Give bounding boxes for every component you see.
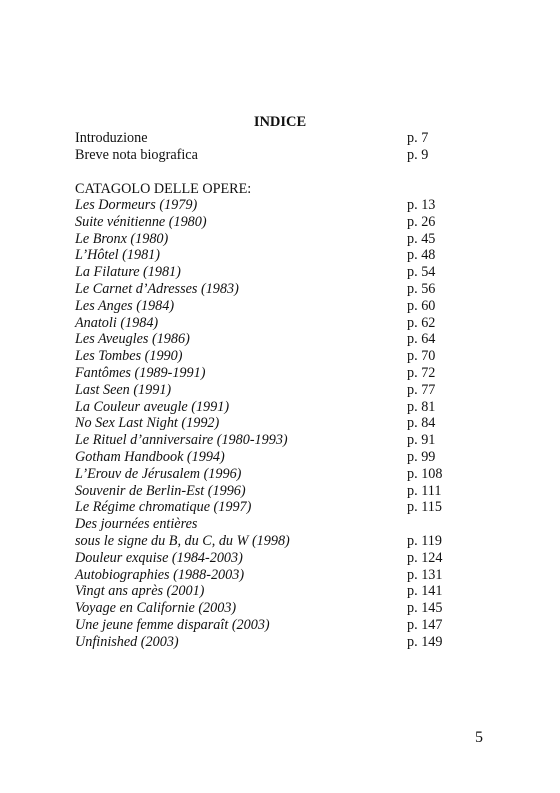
toc-entry-page: p. 119 — [407, 533, 442, 549]
toc-entry-label: Le Carnet d’Adresses (1983) — [75, 281, 239, 297]
toc-entry — [75, 197, 475, 214]
toc-entry-label: Les Anges (1984) — [75, 297, 175, 314]
toc-entry — [75, 365, 475, 382]
toc-entry — [75, 315, 475, 332]
toc-entry-page: p. 70 — [407, 348, 436, 365]
toc-entry — [75, 231, 475, 248]
toc-entry — [75, 348, 475, 365]
toc-entry — [75, 382, 475, 399]
toc-entry-page: p. 56 — [407, 281, 436, 297]
toc-entry-label: Les Tombes (1990) — [75, 348, 183, 365]
page-title: INDICE — [253, 114, 307, 130]
toc-entry-page: p. 108 — [407, 465, 443, 482]
toc-entry-label: La Couleur aveugle (1991) — [75, 398, 230, 415]
toc-entry — [75, 550, 475, 567]
toc-entry — [75, 147, 475, 164]
toc-entry-page: p. 111 — [407, 482, 442, 499]
toc-entry-label: Les Dormeurs (1979) — [75, 197, 198, 213]
toc-entry — [75, 617, 475, 634]
toc-entry-page: p. 145 — [407, 600, 443, 617]
toc-entry-label: Voyage en Californie (2003) — [75, 600, 237, 617]
toc-entry — [75, 567, 475, 584]
toc-entry — [75, 264, 475, 281]
toc-entry-page: p. 91 — [407, 432, 436, 449]
toc-entry — [75, 499, 475, 516]
toc-entry-label: sous le signe du B, du C, du W (1998) — [75, 533, 290, 549]
toc-entry-page: p. 149 — [407, 633, 443, 650]
toc-entry — [75, 634, 475, 651]
toc-entry-page: p. 81 — [407, 398, 436, 415]
toc-entry-page: p. 131 — [407, 566, 443, 583]
toc-entry-page: p. 26 — [407, 213, 436, 230]
toc-entry — [75, 247, 475, 264]
toc-entry-label: Breve nota biografica — [75, 147, 198, 163]
toc-entry-label: Le Rituel d’anniversaire (1980-1993) — [75, 432, 288, 449]
toc-entry-page: p. 77 — [407, 381, 436, 398]
toc-entry-label: Suite vénitienne (1980) — [75, 213, 207, 230]
toc-entry — [75, 415, 475, 432]
toc-entry-label: Souvenir de Berlin-Est (1996) — [75, 482, 246, 499]
toc-entry-label: La Filature (1981) — [75, 264, 181, 281]
toc-entry — [75, 449, 475, 466]
toc-entry-page: p. 99 — [407, 449, 436, 465]
toc-entry-label: Vingt ans après (2001) — [75, 583, 205, 600]
toc-entry-label: Douleur exquise (1984-2003) — [75, 549, 243, 566]
toc-entry — [75, 331, 475, 348]
toc-entry — [75, 533, 475, 550]
toc-entry — [75, 432, 475, 449]
toc-entry-label: Unfinished (2003) — [75, 633, 179, 650]
toc-entry-label: Des journées entières — [75, 516, 198, 533]
toc-entry-label: Introduzione — [75, 130, 148, 146]
toc-entry-page: p. 45 — [407, 230, 436, 247]
toc-entry-page: p. 141 — [407, 583, 443, 600]
toc-entry-label: Le Régime chromatique (1997) — [75, 499, 252, 516]
page-number: 5 — [475, 729, 483, 746]
toc-entry — [75, 483, 475, 500]
toc-entry — [75, 516, 475, 533]
toc-entry-page: p. 48 — [407, 247, 436, 264]
toc-entry-page: p. 13 — [407, 197, 436, 213]
toc-entry-label: Autobiographies (1988-2003) — [75, 566, 245, 583]
toc-entry — [75, 583, 475, 600]
toc-entry-label: Les Aveugles (1986) — [75, 331, 190, 348]
toc-entry-label: Gotham Handbook (1994) — [75, 449, 225, 465]
catalog-heading: CATAGOLO DELLE OPERE: — [75, 181, 252, 197]
toc-entry-page: p. 60 — [407, 297, 436, 314]
toc-entry-page: p. 64 — [407, 331, 436, 348]
toc-entry — [75, 600, 475, 617]
toc-entry-page: p. 62 — [407, 314, 436, 331]
toc-entry — [75, 281, 475, 298]
toc-entry-page: p. 7 — [407, 130, 429, 146]
toc-entry-page: p. 54 — [407, 264, 436, 281]
toc-entry-label: Anatoli (1984) — [75, 314, 159, 331]
toc-entry — [75, 399, 475, 416]
toc-entry-page: p. 84 — [407, 415, 436, 432]
toc-entry-label: L’Erouv de Jérusalem (1996) — [75, 465, 242, 482]
toc-entry-label: Fantômes (1989-1991) — [75, 365, 206, 381]
toc-entry-page: p. 147 — [407, 617, 443, 633]
toc-entry-label: No Sex Last Night (1992) — [75, 415, 220, 432]
toc-entry-page: p. 9 — [407, 147, 429, 163]
toc-entry — [75, 298, 475, 315]
toc-entry-page: p. 115 — [407, 499, 442, 516]
toc-entry-page: p. 72 — [407, 365, 436, 381]
toc-entry — [75, 466, 475, 483]
toc-entry — [75, 214, 475, 231]
toc-entry-label: L’Hôtel (1981) — [75, 247, 160, 264]
toc-entry-page: p. 124 — [407, 549, 443, 566]
toc-entry-label: Last Seen (1991) — [75, 381, 172, 398]
toc-entry-label: Une jeune femme disparaît (2003) — [75, 617, 270, 633]
toc-entry-label: Le Bronx (1980) — [75, 230, 169, 247]
toc-entry — [75, 130, 475, 147]
